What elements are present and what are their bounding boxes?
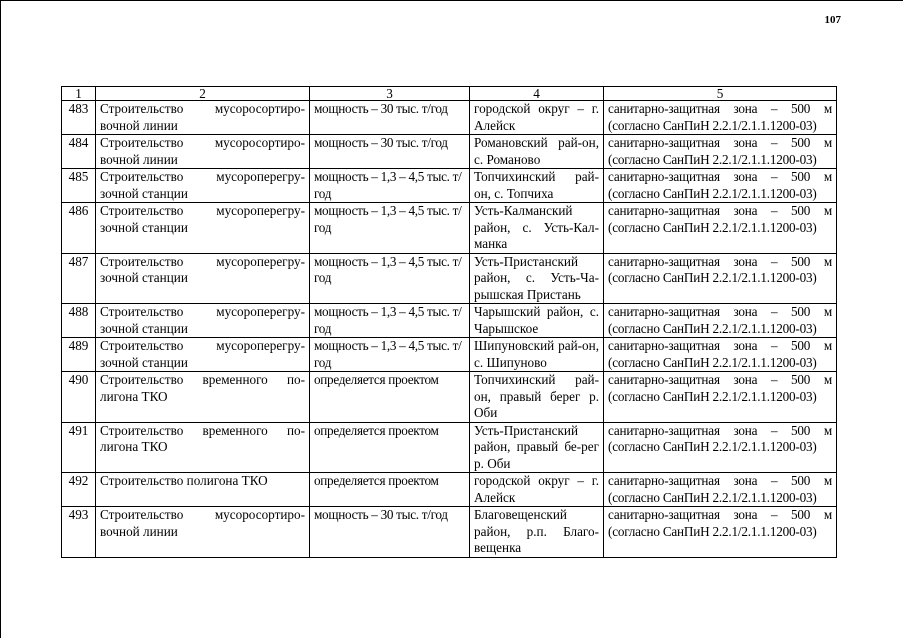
table-header-row: [62, 87, 837, 101]
row-number-cell: 484: [62, 135, 96, 169]
object-name-cell: Строительство мусороперегру-зочной станции: [96, 169, 310, 203]
sanitary-zone-cell: санитарно-защитная зона – 500 м (согласно СанПиН 2.2.1/2.1.1.1200-03): [604, 169, 837, 203]
table-row: [62, 507, 837, 558]
location-cell: Топчихинский рай-он, правый берег р. Оби: [470, 372, 604, 423]
row-number-cell: 487: [62, 253, 96, 304]
location-cell: Топчихинский рай-он, с. Топчиха: [470, 169, 604, 203]
capacity-cell: мощность – 1,3 – 4,5 тыс. т/год: [310, 169, 470, 203]
row-number-cell: 493: [62, 507, 96, 558]
capacity-cell: мощность – 1,3 – 4,5 тыс. т/год: [310, 203, 470, 254]
column-header-1: 1: [62, 87, 96, 101]
object-name-cell: Строительство временного по-лигона ТКО: [96, 422, 310, 473]
table-row: [62, 169, 837, 203]
location-cell: Усть-Калманский район, с. Усть-Кал-манка: [470, 203, 604, 254]
column-header-3: 3: [310, 87, 470, 101]
table-row: [62, 253, 837, 304]
object-name-cell: Строительство мусороперегру-зочной станции: [96, 338, 310, 372]
sanitary-zone-cell: санитарно-защитная зона – 500 м (согласно СанПиН 2.2.1/2.1.1.1200-03): [604, 473, 837, 507]
sanitary-zone-cell: санитарно-защитная зона – 500 м (согласно СанПиН 2.2.1/2.1.1.1200-03): [604, 101, 837, 135]
table-row: [62, 473, 837, 507]
object-name-cell: Строительство мусоросортиро-вочной линии: [96, 135, 310, 169]
capacity-cell: мощность – 30 тыс. т/год: [310, 135, 470, 169]
object-name-cell: Строительство мусороперегру-зочной станции: [96, 304, 310, 338]
table-row: [62, 338, 837, 372]
sanitary-zone-cell: санитарно-защитная зона – 500 м (согласно СанПиН 2.2.1/2.1.1.1200-03): [604, 253, 837, 304]
table-row: [62, 135, 837, 169]
column-header-5: 5: [604, 87, 837, 101]
sanitary-zone-cell: санитарно-защитная зона – 500 м (согласно СанПиН 2.2.1/2.1.1.1200-03): [604, 304, 837, 338]
row-number-cell: 489: [62, 338, 96, 372]
location-cell: Усть-Пристанский район, с. Усть-Ча-рышская Пристань: [470, 253, 604, 304]
capacity-cell: определяется проектом: [310, 473, 470, 507]
capacity-cell: определяется проектом: [310, 422, 470, 473]
capacity-cell: мощность – 1,3 – 4,5 тыс. т/год: [310, 338, 470, 372]
location-cell: Благовещенский район, р.п. Благо-вещенка: [470, 507, 604, 558]
table-row: [62, 372, 837, 423]
sanitary-zone-cell: санитарно-защитная зона – 500 м (согласно СанПиН 2.2.1/2.1.1.1200-03): [604, 338, 837, 372]
capacity-cell: мощность – 1,3 – 4,5 тыс. т/год: [310, 304, 470, 338]
sanitary-zone-cell: санитарно-защитная зона – 500 м (согласно СанПиН 2.2.1/2.1.1.1200-03): [604, 135, 837, 169]
table-row: [62, 304, 837, 338]
page-number: 107: [824, 14, 841, 26]
capacity-cell: мощность – 1,3 – 4,5 тыс. т/год: [310, 253, 470, 304]
sanitary-zone-cell: санитарно-защитная зона – 500 м (согласно СанПиН 2.2.1/2.1.1.1200-03): [604, 203, 837, 254]
sanitary-zone-cell: санитарно-защитная зона – 500 м (согласно СанПиН 2.2.1/2.1.1.1200-03): [604, 507, 837, 558]
row-number-cell: 485: [62, 169, 96, 203]
sanitary-zone-cell: санитарно-защитная зона – 500 м (согласно СанПиН 2.2.1/2.1.1.1200-03): [604, 422, 837, 473]
object-name-cell: Строительство мусороперегру-зочной станции: [96, 253, 310, 304]
object-name-cell: Строительство мусоросортиро-вочной линии: [96, 101, 310, 135]
row-number-cell: 492: [62, 473, 96, 507]
capacity-cell: мощность – 30 тыс. т/год: [310, 101, 470, 135]
capacity-cell: определяется проектом: [310, 372, 470, 423]
location-cell: Чарышский район, с. Чарышское: [470, 304, 604, 338]
facilities-table: [61, 86, 837, 558]
column-header-2: 2: [96, 87, 310, 101]
row-number-cell: 486: [62, 203, 96, 254]
object-name-cell: Строительство мусоросортиро-вочной линии: [96, 507, 310, 558]
table-row: [62, 101, 837, 135]
row-number-cell: 491: [62, 422, 96, 473]
location-cell: городской округ – г. Алейск: [470, 473, 604, 507]
object-name-cell: Строительство полигона ТКО: [96, 473, 310, 507]
location-cell: Шипуновский рай-он, с. Шипуново: [470, 338, 604, 372]
location-cell: Романовский рай-он, с. Романово: [470, 135, 604, 169]
row-number-cell: 483: [62, 101, 96, 135]
sanitary-zone-cell: санитарно-защитная зона – 500 м (согласно СанПиН 2.2.1/2.1.1.1200-03): [604, 372, 837, 423]
table-row: [62, 203, 837, 254]
row-number-cell: 488: [62, 304, 96, 338]
location-cell: Усть-Пристанский район, правый бе-рег р. Оби: [470, 422, 604, 473]
column-header-4: 4: [470, 87, 604, 101]
table-body: [62, 101, 837, 558]
row-number-cell: 490: [62, 372, 96, 423]
object-name-cell: Строительство мусороперегру-зочной станции: [96, 203, 310, 254]
capacity-cell: мощность – 30 тыс. т/год: [310, 507, 470, 558]
table-row: [62, 422, 837, 473]
location-cell: городской округ – г. Алейск: [470, 101, 604, 135]
object-name-cell: Строительство временного по-лигона ТКО: [96, 372, 310, 423]
